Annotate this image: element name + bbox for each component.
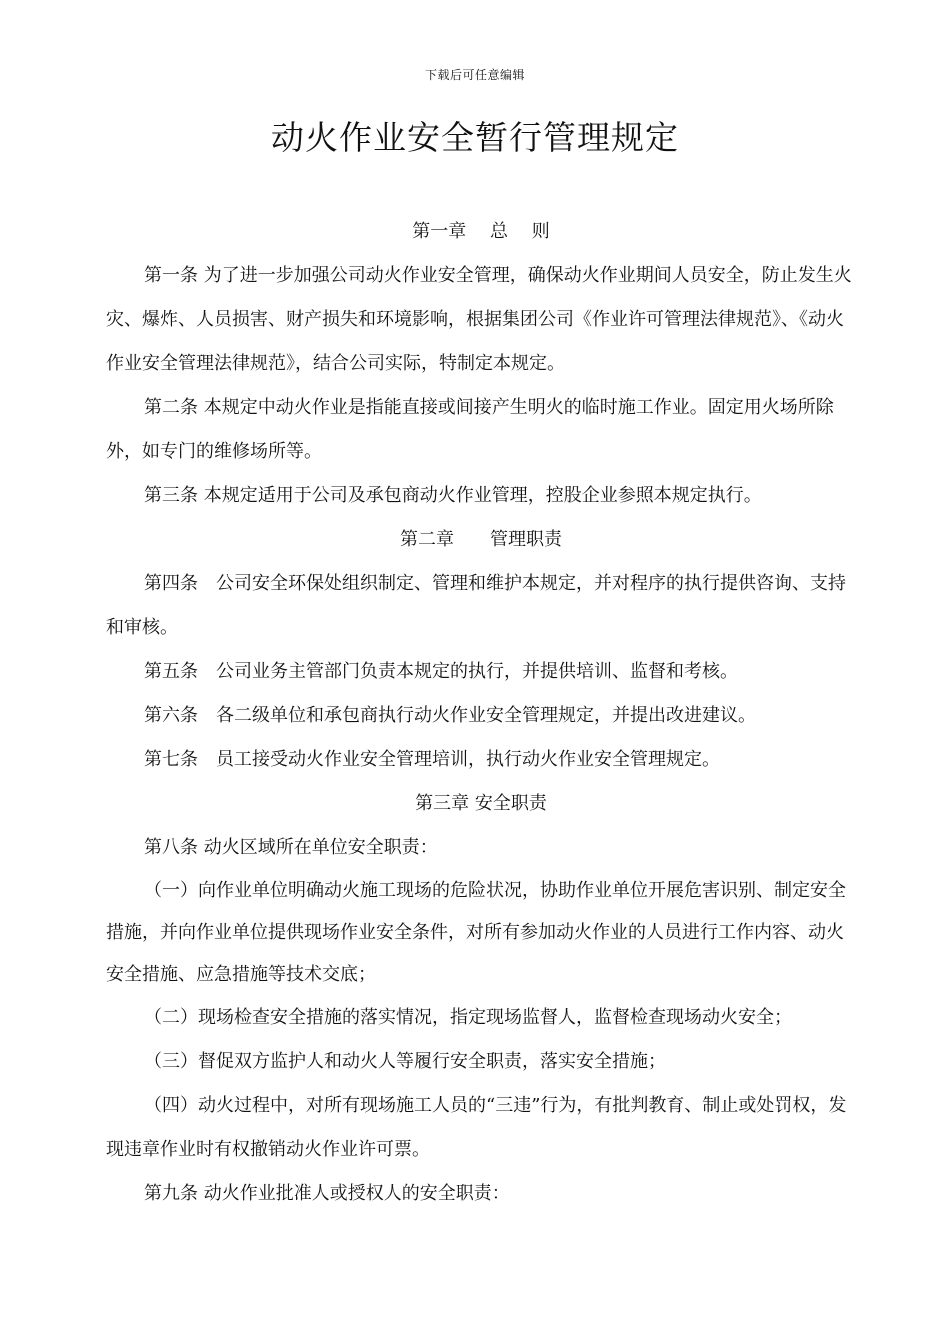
article-9: 第九条 动火作业批准人或授权人的安全职责：	[144, 1183, 510, 1204]
document-title: 动火作业安全暂行管理规定	[271, 118, 679, 157]
header-note: 下载后可任意编辑	[424, 68, 525, 82]
article-8-item-3: （三）督促双方监护人和动火人等履行安全职责，落实安全措施；	[144, 1051, 666, 1072]
article-8: 第八条 动火区域所在单位安全职责：	[144, 837, 438, 858]
article-4: 第四条 公司安全环保处组织制定、管理和维护本规定，并对程序的执行提供咨询、支持和审核。	[106, 573, 846, 638]
article-5: 第五条 公司业务主管部门负责本规定的执行，并提供培训、监督和考核。	[144, 661, 738, 682]
article-8-item-2: （二）现场检查安全措施的落实情况，指定现场监督人，监督检查现场动火安全；	[144, 1007, 792, 1028]
document-body	[106, 210, 856, 1216]
article-1: 第一条 为了进一步加强公司动火作业安全管理，确保动火作业期间人员安全，防止发生火灾、爆炸、人员损害、财产损失和环境影响，根据集团公司《作业许可管理法律规范》、《动火作业安全管理法律规范》，结合公司实际，特制定本规定。	[106, 265, 852, 374]
article-8-item-4: （四）动火过程中，对所有现场施工人员的“三违”行为，有批判教育、制止或处罚权，发现违章作业时有权撤销动火作业许可票。	[106, 1095, 847, 1160]
chapter-heading-3: 第三章 安全职责	[415, 793, 547, 814]
article-7: 第七条 员工接受动火作业安全管理培训，执行动火作业安全管理规定。	[144, 749, 720, 770]
article-8-item-1: （一）向作业单位明确动火施工现场的危险状况，协助作业单位开展危害识别、制定安全措施，并向作业单位提供现场作业安全条件，对所有参加动火作业的人员进行工作内容、动火安全措施、应急措施等技术交底；	[106, 880, 846, 985]
article-2: 第二条 本规定中动火作业是指能直接或间接产生明火的临时施工作业。固定用火场所除外，如专门的维修场所等。	[106, 397, 834, 462]
chapter-heading-1: 第一章 总 则	[412, 221, 550, 242]
article-6: 第六条 各二级单位和承包商执行动火作业安全管理规定，并提出改进建议。	[144, 705, 756, 726]
article-3: 第三条 本规定适用于公司及承包商动火作业管理，控股企业参照本规定执行。	[144, 485, 762, 506]
chapter-heading-2: 第二章 管理职责	[400, 529, 562, 550]
